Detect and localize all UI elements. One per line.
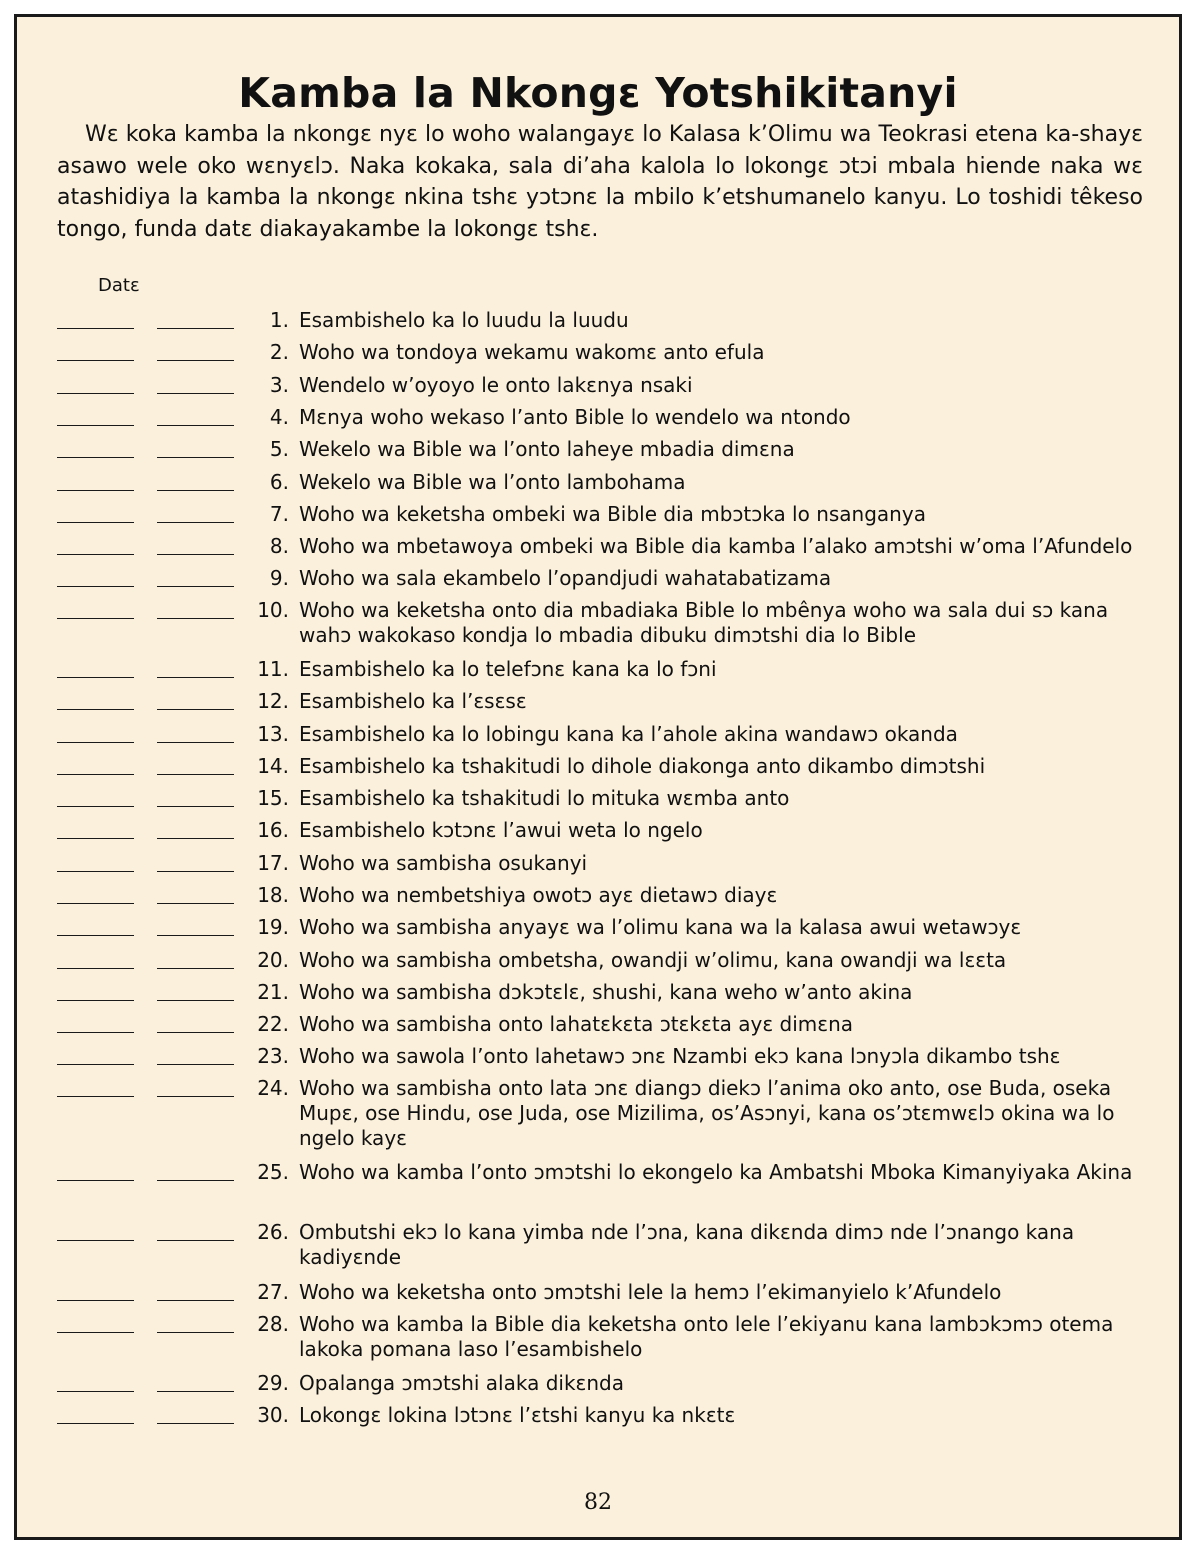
- lesson-text: Woho wa keketsha onto dia mbadiaka Bible lo mbênya woho wa sala dui sɔ kana wahɔ wakokaso kondja lo mbadia dibuku dimɔtshi dia lo Bible: [299, 598, 1109, 647]
- date-blank-1[interactable]: [57, 1332, 134, 1333]
- date-blank-2[interactable]: [157, 554, 234, 555]
- date-blank-2[interactable]: [157, 709, 234, 710]
- lesson-text: Woho wa sawola l’onto lahetawɔ ɔnɛ Nzambi ekɔ kana lɔnyɔla dikambo tshɛ: [299, 1044, 1061, 1068]
- lesson-text: Wekelo wa Bible wa l’onto laheye mbadia dimɛna: [299, 437, 795, 461]
- date-blank-2[interactable]: [157, 903, 234, 904]
- date-blank-1[interactable]: [57, 935, 134, 936]
- date-blank-2[interactable]: [157, 1096, 234, 1097]
- date-blank-1[interactable]: [57, 618, 134, 619]
- intro-paragraph: Wɛ koka kamba la nkongɛ nyɛ lo woho walangayɛ lo Kalasa k’Olimu wa Teokrasi etena ka-shayɛ asawo wele oko wɛnyɛlɔ. Naka kokaka, sala di’aha kalola lo lokongɛ ɔtɔi mbala hiende naka wɛ atashidiya la kamba la nkongɛ nkina tshɛ yɔtɔnɛ la mbilo k’etshumanelo kanyu. Lo toshidi têkeso tongo, funda datɛ diakayakambe la lokongɛ tshɛ.: [57, 122, 1143, 242]
- lesson-number: 18.: [257, 883, 289, 907]
- date-blank-1[interactable]: [57, 1423, 134, 1424]
- date-blank-1[interactable]: [57, 554, 134, 555]
- lesson-text: Woho wa sambisha onto lahatɛkɛta ɔtɛkɛta ayɛ dimɛna: [299, 1012, 854, 1036]
- date-blank-1[interactable]: [57, 806, 134, 807]
- lesson-text: Woho wa sambisha anyayɛ wa l’olimu kana wa la kalasa awui wetawɔyɛ: [299, 915, 1022, 939]
- date-blank-1[interactable]: [57, 1000, 134, 1001]
- date-blank-1[interactable]: [57, 1180, 134, 1181]
- lesson-text: Esambishelo ka tshakitudi lo mituka wɛmba anto: [299, 786, 790, 810]
- lesson-text: Opalanga ɔmɔtshi alaka dikɛnda: [299, 1371, 624, 1395]
- lesson-text: Woho wa sambisha onto lata ɔnɛ diangɔ diekɔ l’anima oko anto, ose Buda, oseka Mupɛ, ose Hindu, ose Juda, ose Mizilima, os’Asɔnyi, kana os’ɔtɛmwɛlɔ okina wa lo ngelo kayɛ: [299, 1076, 1115, 1150]
- lesson-number: 4.: [269, 405, 289, 429]
- date-blank-2[interactable]: [157, 1240, 234, 1241]
- lesson-number: 9.: [269, 566, 289, 590]
- date-blank-2[interactable]: [157, 393, 234, 394]
- lesson-number: 24.: [257, 1076, 289, 1100]
- page-title: Kamba la Nkongɛ Yotshikitanyi: [238, 69, 958, 117]
- date-blank-1[interactable]: [57, 1064, 134, 1065]
- lesson-number: 28.: [257, 1312, 289, 1336]
- date-blank-2[interactable]: [157, 1391, 234, 1392]
- lesson-number: 11.: [257, 657, 289, 681]
- date-blank-1[interactable]: [57, 709, 134, 710]
- lesson-number: 3.: [269, 373, 289, 397]
- lesson-number: 8.: [269, 534, 289, 558]
- date-blank-1[interactable]: [57, 1300, 134, 1301]
- lesson-text: Esambishelo ka lo lobingu kana ka l’ahole akina wandawɔ okanda: [299, 722, 958, 746]
- date-blank-2[interactable]: [157, 457, 234, 458]
- lesson-number: 1.: [269, 308, 289, 332]
- date-blank-1[interactable]: [57, 522, 134, 523]
- lesson-text: Woho wa mbetawoya ombeki wa Bible dia kamba l’alako amɔtshi w’oma l’Afundelo: [299, 534, 1133, 558]
- date-blank-1[interactable]: [57, 1096, 134, 1097]
- lesson-number: 21.: [257, 980, 289, 1004]
- date-blank-2[interactable]: [157, 1300, 234, 1301]
- date-blank-1[interactable]: [57, 586, 134, 587]
- date-blank-2[interactable]: [157, 742, 234, 743]
- lesson-number: 23.: [257, 1044, 289, 1068]
- date-blank-2[interactable]: [157, 677, 234, 678]
- date-blank-2[interactable]: [157, 871, 234, 872]
- lesson-number: 27.: [257, 1280, 289, 1304]
- date-blank-1[interactable]: [57, 328, 134, 329]
- date-column-heading: Datɛ: [98, 275, 140, 296]
- lesson-number: 14.: [257, 754, 289, 778]
- lesson-text: Woho wa kamba la Bible dia keketsha onto lele l’ekiyanu kana lambɔkɔmɔ otema lakoka pomana laso l’esambishelo: [299, 1312, 1114, 1361]
- lesson-text: Woho wa kamba l’onto ɔmɔtshi lo ekongelo ka Ambatshi Mboka Kimanyiyaka Akina: [299, 1160, 1133, 1184]
- lesson-number: 5.: [269, 437, 289, 461]
- lesson-text: Ombutshi ekɔ lo kana yimba nde l’ɔna, kana dikɛnda dimɔ nde l’ɔnango kana kadiyɛnde: [299, 1220, 1075, 1269]
- lesson-text: Esambishelo kɔtɔnɛ l’awui weta lo ngelo: [299, 818, 703, 842]
- date-blank-2[interactable]: [157, 490, 234, 491]
- lesson-text: Woho wa nembetshiya owotɔ ayɛ dietawɔ diayɛ: [299, 883, 778, 907]
- date-blank-1[interactable]: [57, 1391, 134, 1392]
- lesson-number: 12.: [257, 689, 289, 713]
- lesson-number: 22.: [257, 1012, 289, 1036]
- date-blank-2[interactable]: [157, 618, 234, 619]
- lesson-number: 6.: [269, 470, 289, 494]
- date-blank-1[interactable]: [57, 774, 134, 775]
- lesson-text: Woho wa sambisha ombetsha, owandji w’olimu, kana owandji wa lɛɛta: [299, 948, 1007, 972]
- lesson-number: 25.: [257, 1160, 289, 1184]
- date-blank-1[interactable]: [57, 903, 134, 904]
- date-blank-2[interactable]: [157, 425, 234, 426]
- date-blank-2[interactable]: [157, 1180, 234, 1181]
- date-blank-1[interactable]: [57, 360, 134, 361]
- lesson-number: 15.: [257, 786, 289, 810]
- date-blank-2[interactable]: [157, 586, 234, 587]
- lesson-text: Woho wa tondoya wekamu wakomɛ anto efula: [299, 340, 765, 364]
- lesson-text: Mɛnya woho wekaso l’anto Bible lo wendelo wa ntondo: [299, 405, 851, 429]
- lesson-number: 19.: [257, 915, 289, 939]
- page-number: 82: [584, 1490, 612, 1515]
- date-blank-1[interactable]: [57, 393, 134, 394]
- date-blank-1[interactable]: [57, 677, 134, 678]
- date-blank-2[interactable]: [157, 1064, 234, 1065]
- date-blank-2[interactable]: [157, 935, 234, 936]
- lesson-text: Lokongɛ lokina lɔtɔnɛ l’ɛtshi kanyu ka nkɛtɛ: [299, 1403, 736, 1427]
- date-blank-2[interactable]: [157, 774, 234, 775]
- date-blank-2[interactable]: [157, 1000, 234, 1001]
- lesson-number: 7.: [269, 502, 289, 526]
- worksheet-page: [14, 14, 1182, 1540]
- lesson-text: Woho wa sala ekambelo l’opandjudi wahatabatizama: [299, 566, 832, 590]
- date-blank-1[interactable]: [57, 425, 134, 426]
- lesson-number: 30.: [257, 1403, 289, 1427]
- date-blank-1[interactable]: [57, 838, 134, 839]
- lesson-text: Woho wa sambisha dɔkɔtɛlɛ, shushi, kana weho w’anto akina: [299, 980, 913, 1004]
- date-blank-1[interactable]: [57, 457, 134, 458]
- lesson-number: 2.: [269, 340, 289, 364]
- lesson-text: Esambishelo ka lo telefɔnɛ kana ka lo fɔni: [299, 657, 717, 681]
- date-blank-1[interactable]: [57, 1240, 134, 1241]
- date-blank-2[interactable]: [157, 806, 234, 807]
- date-blank-2[interactable]: [157, 838, 234, 839]
- lesson-text: Woho wa keketsha ombeki wa Bible dia mbɔtɔka lo nsanganya: [299, 502, 926, 526]
- lesson-text: Esambishelo ka l’ɛsɛsɛ: [299, 689, 527, 713]
- date-blank-2[interactable]: [157, 1032, 234, 1033]
- date-blank-2[interactable]: [157, 522, 234, 523]
- date-blank-1[interactable]: [57, 742, 134, 743]
- lesson-text: Esambishelo ka lo luudu la luudu: [299, 308, 629, 332]
- date-blank-1[interactable]: [57, 1032, 134, 1033]
- lesson-number: 26.: [257, 1220, 289, 1244]
- lesson-text: Woho wa sambisha osukanyi: [299, 851, 588, 875]
- lesson-number: 20.: [257, 948, 289, 972]
- lesson-number: 17.: [257, 851, 289, 875]
- lesson-text: Wendelo w’oyoyo le onto lakɛnya nsaki: [299, 373, 693, 397]
- lesson-number: 13.: [257, 722, 289, 746]
- date-blank-2[interactable]: [157, 1423, 234, 1424]
- lesson-number: 29.: [257, 1371, 289, 1395]
- date-blank-1[interactable]: [57, 871, 134, 872]
- date-blank-2[interactable]: [157, 968, 234, 969]
- date-blank-2[interactable]: [157, 360, 234, 361]
- lesson-text: Wekelo wa Bible wa l’onto lambohama: [299, 470, 686, 494]
- lesson-text: Esambishelo ka tshakitudi lo dihole diakonga anto dikambo dimɔtshi: [299, 754, 986, 778]
- lesson-number: 10.: [257, 598, 289, 622]
- lesson-text: Woho wa keketsha onto ɔmɔtshi lele la hemɔ l’ekimanyielo k’Afundelo: [299, 1280, 1002, 1304]
- date-blank-2[interactable]: [157, 1332, 234, 1333]
- date-blank-1[interactable]: [57, 490, 134, 491]
- lesson-number: 16.: [257, 818, 289, 842]
- date-blank-2[interactable]: [157, 328, 234, 329]
- date-blank-1[interactable]: [57, 968, 134, 969]
